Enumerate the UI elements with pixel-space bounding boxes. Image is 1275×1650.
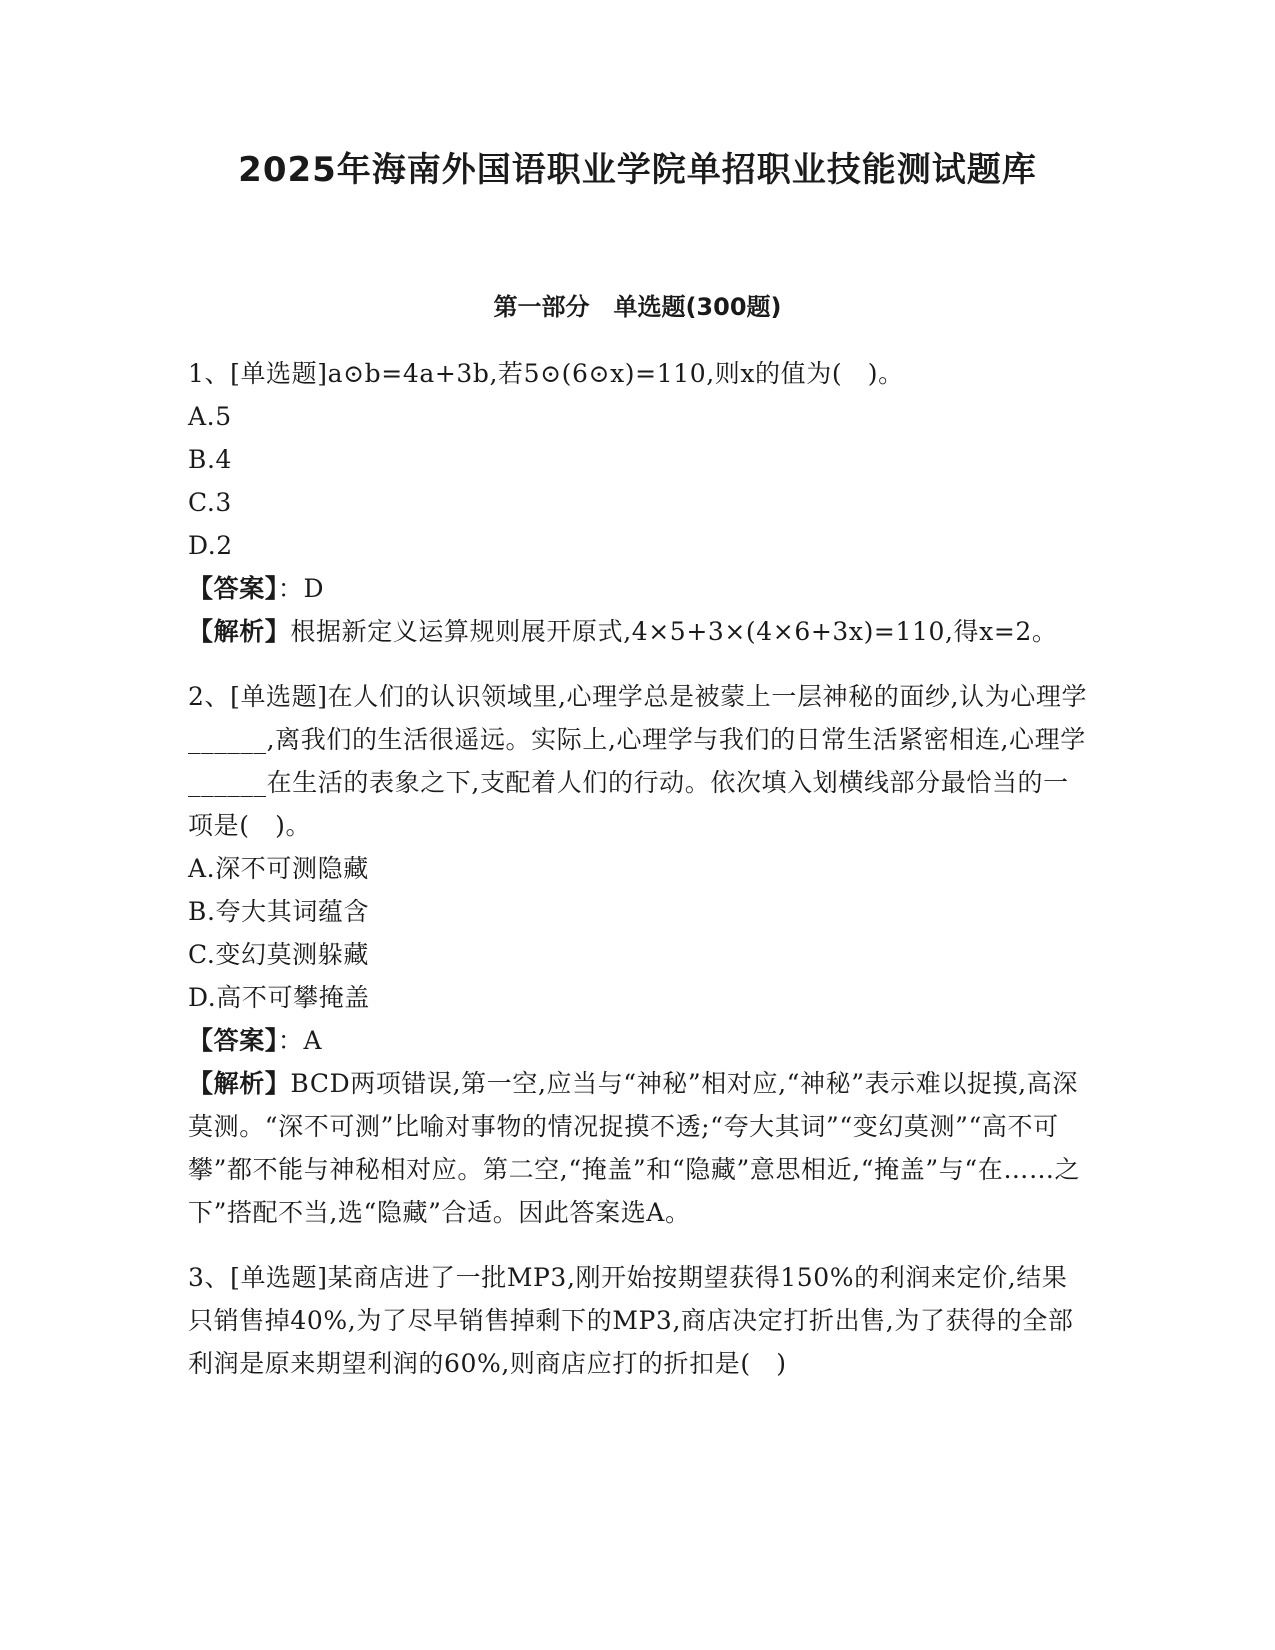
question-3 (188, 1256, 1088, 1385)
option-b: B.4 (188, 445, 233, 474)
question-1 (188, 352, 1088, 653)
answer-value: ：D (277, 574, 325, 603)
option-a: A.5 (188, 402, 232, 431)
answer-value: ：A (277, 1026, 323, 1055)
option-d: D.高不可攀掩盖 (188, 983, 370, 1012)
answer-label: 【答案】 (188, 574, 278, 603)
document-title: 2025年海南外国语职业学院单招职业技能测试题库 (238, 150, 1037, 190)
answer-line (188, 1019, 1088, 1062)
option-c: C.3 (188, 488, 232, 517)
option-d: D.2 (188, 531, 233, 560)
question-stem: 2、[单选题]在人们的认识领域里,心理学总是被蒙上一层神秘的面纱,认为心理学______,离我们的生活很遥远。实际上,心理学与我们的日常生活紧密相连,心理学______在生活的表象之下,支配着人们的行动。依次填入划横线部分最恰当的一项是( )。 (188, 682, 1088, 840)
section-title: 第一部分 单选题(300题) (493, 293, 782, 321)
question-stem: 3、[单选题]某商店进了一批MP3,刚开始按期望获得150%的利润来定价,结果只销售掉40%,为了尽早销售掉剩下的MP3,商店决定打折出售,为了获得的全部利润是原来期望利润的60%,则商店应打的折扣是( ) (188, 1263, 1074, 1378)
analysis-label: 【解析】 (188, 1069, 291, 1098)
answer-line (188, 567, 1088, 610)
question-stem: 1、[单选题]a⊙b=4a+3b,若5⊙(6⊙x)=110,则x的值为( )。 (188, 359, 904, 388)
option-c: C.变幻莫测躲藏 (188, 940, 369, 969)
question-2 (188, 675, 1088, 1234)
option-b: B.夸大其词蕴含 (188, 897, 370, 926)
analysis-text: 根据新定义运算规则展开原式,4×5+3×(4×6+3x)=110,得x=2。 (290, 617, 1058, 646)
question-list (188, 352, 1088, 1407)
answer-label: 【答案】 (188, 1026, 278, 1055)
analysis-label: 【解析】 (188, 617, 291, 646)
analysis-line (188, 1062, 1088, 1234)
analysis-line (188, 610, 1088, 653)
option-a: A.深不可测隐藏 (188, 854, 369, 883)
analysis-text: BCD两项错误,第一空,应当与“神秘”相对应,“神秘”表示难以捉摸,高深莫测。“深不可测”比喻对事物的情况捉摸不透;“夸大其词”“变幻莫测”“高不可攀”都不能与神秘相对应。第二空,“掩盖”和“隐藏”意思相近,“掩盖”与“在……之下”搭配不当,选“隐藏”合适。因此答案选A。 (188, 1069, 1081, 1227)
